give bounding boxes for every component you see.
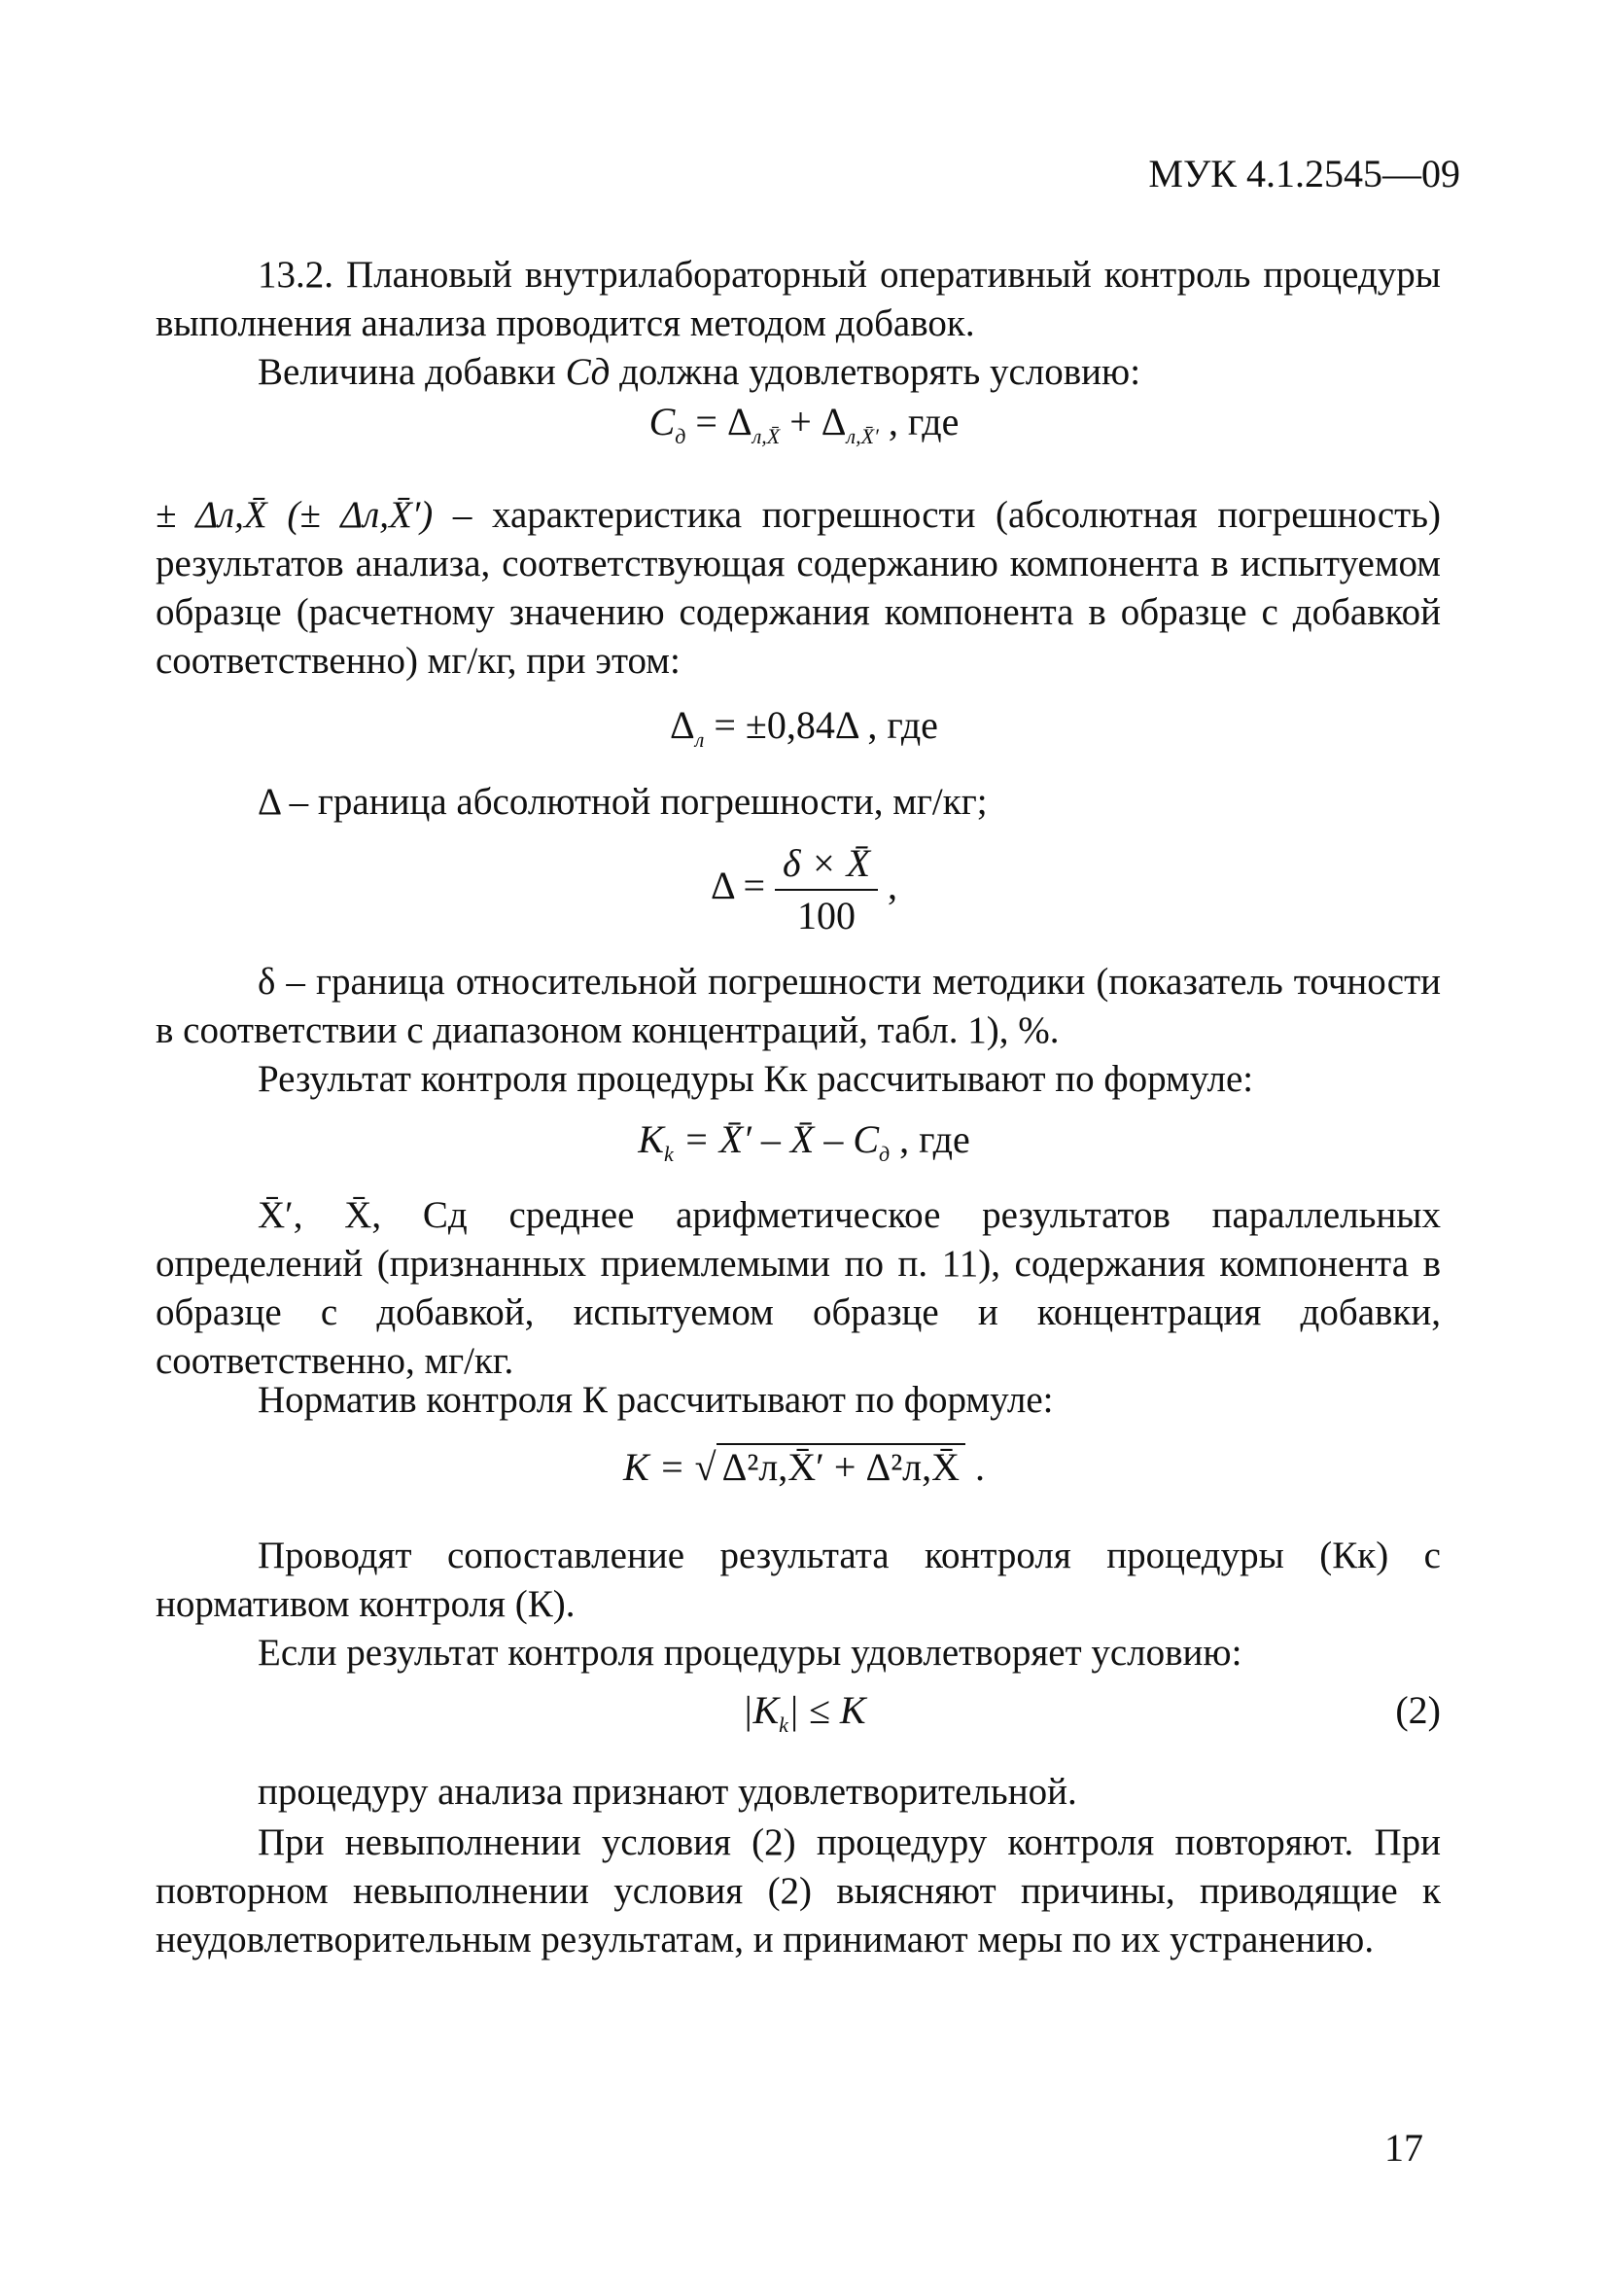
formula-additive: $C_д = \Delta_{л,X̄} + \Delta_{л,X̄'}$ , где — [648, 400, 960, 448]
paragraph-control-norm: Норматив контроля К рассчитывают по формуле: — [258, 1379, 1054, 1421]
paragraph-means-definition: X̄′, X̄, Cд среднее арифметическое результатов параллельных определений (признанных приемлемыми по п. 11), содержания компонента в образце с добавкой, испытуемом образце и концентрация добавки, соответственно, мг/кг. — [156, 1194, 1441, 1382]
paragraph-additive-value: Величина добавки Cд должна удовлетворять условию: — [258, 351, 1141, 393]
formula-control-norm: K = √ Δ²л,X̄′ + Δ²л,X̄ . — [622, 1445, 986, 1489]
formula-delta-fraction: Δ = $\frac{\delta \times X̄}{100}$ , — [0, 838, 1608, 941]
equation-number: (2) — [1395, 1688, 1441, 1732]
paragraph-delta-definition: Δ – граница абсолютной погрешности, мг/кг; — [258, 781, 988, 823]
page-number: 17 — [1384, 2126, 1423, 2170]
document-code-header: МУК 4.1.2545—09 — [1148, 152, 1460, 195]
formula-condition: $|K_k| \le K$ — [742, 1688, 866, 1737]
paragraph-condition: Если результат контроля процедуры удовлетворяет условию: — [258, 1632, 1242, 1674]
paragraph-satisfactory: процедуру анализа признают удовлетворительной. — [258, 1771, 1077, 1813]
error-formula-inline: ± Δл,X̄ (± Δл,X̄′) — [156, 494, 434, 536]
formula-delta-l: $\Delta_л = \pm 0,84\Delta$ , где — [670, 703, 938, 752]
paragraph-control-result: Результат контроля процедуры Кк рассчитывают по формуле: — [258, 1058, 1254, 1100]
paragraph-comparison: Проводят сопоставление результата контроля процедуры (Кк) с нормативом контроля (К). — [156, 1535, 1441, 1625]
paragraph-relative-error: δ – граница относительной погрешности методики (показатель точности в соответствии с диапазоном концентраций, табл. 1), %. — [156, 961, 1441, 1051]
paragraph-error-characteristic: ± Δл,X̄ (± Δл,X̄′) – характеристика погрешности (абсолютная погрешность) результатов анализа, соответствующая содержанию компонента в испытуемом образце (расчетному значению содержания компонента в образце с добавкой соответственно) мг/кг, при этом: — [156, 494, 1441, 682]
fraction: $\frac{\delta \times X̄}{100}$ — [775, 838, 878, 941]
paragraph-repeat-control: При невыполнении условия (2) процедуру контроля повторяют. При повторном невыполнении условия (2) выясняют причины, приводящие к неудовлетворительным результатам, и принимают меры по их устранению. — [156, 1821, 1441, 1960]
sqrt-symbol: √ — [694, 1445, 717, 1489]
paragraph-13-2: 13.2. Плановый внутрилабораторный оперативный контроль процедуры выполнения анализа проводится методом добавок. — [156, 254, 1441, 344]
formula-control-result: $K_k$ = X̄′ – X̄ – $C_д$ , где — [638, 1117, 970, 1166]
